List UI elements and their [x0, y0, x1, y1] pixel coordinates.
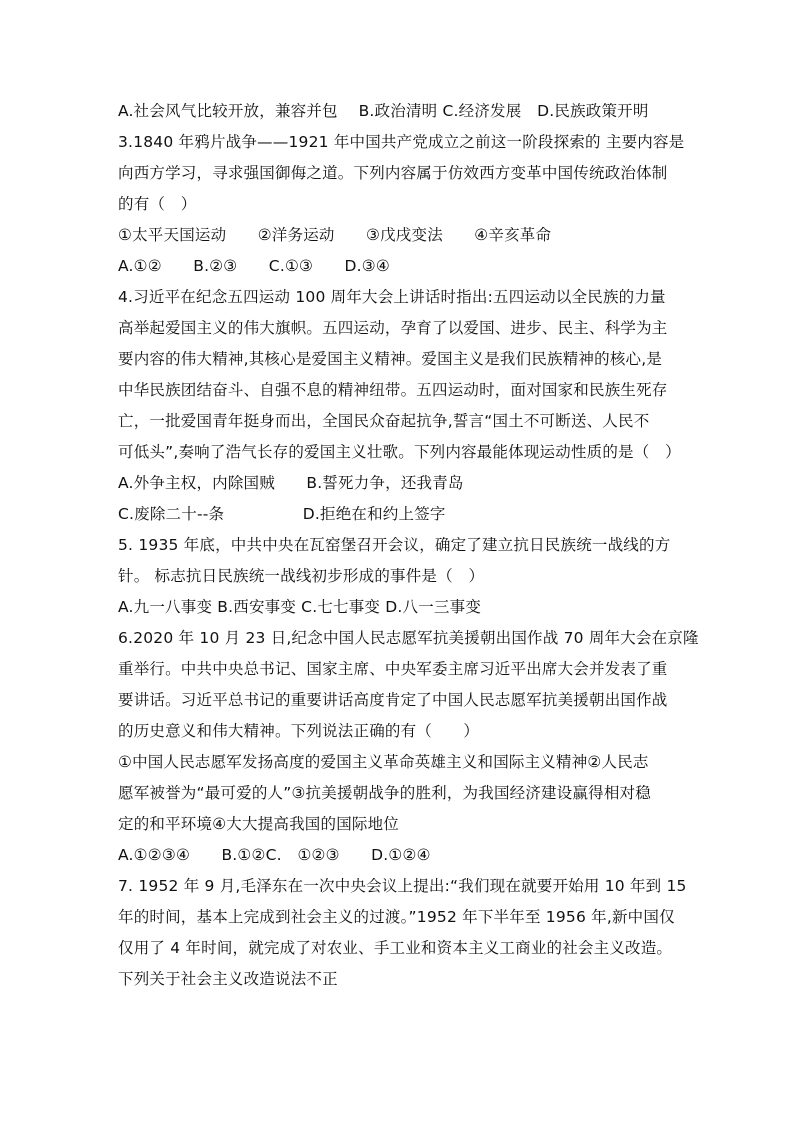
- text-line: A.社会风气比较开放，兼容并包 B.政治清明 C.经济发展 D.民族政策开明: [118, 102, 649, 120]
- text-line: 高举起爱国主义的伟大旗帜。五四运动，孕育了以爱国、进步、民主、科学为主: [118, 319, 668, 337]
- text-line: A.外争主权，内除国贼 B.誓死力争，还我青岛: [118, 474, 464, 492]
- text-line: A.①② B.②③ C.①③ D.③④: [118, 257, 390, 275]
- text-line: 7. 1952 年 9 月,毛泽东在一次中央会议上提出:“我们现在就要开始用 10 年到 15: [118, 877, 687, 895]
- text-line: 要内容的伟大精神,其核心是爱国主义精神。爱国主义是我们民族精神的核心,是: [118, 350, 663, 368]
- text-line: 6.2020 年 10 月 23 日,纪念中国人民志愿军抗美援朝出国作战 70 周年大会在京隆: [118, 629, 699, 647]
- text-line: A.九一八事变 B.西安事变 C.七七事变 D.八一三事变: [118, 598, 482, 616]
- document-page: [118, 96, 699, 995]
- text-line: ①太平天国运动 ②洋务运动 ③戊戌变法 ④辛亥革命: [118, 226, 552, 244]
- text-line: 下列关于社会主义改造说法不正: [118, 970, 338, 988]
- text-line: 向西方学习，寻求强国御侮之道。下列内容属于仿效西方变革中国传统政治体制: [118, 164, 668, 182]
- text-line: 5. 1935 年底，中共中央在瓦窑堡召开会议，确定了建立抗日民族统一战线的方: [118, 536, 671, 554]
- text-line: ①中国人民志愿军发扬高度的爱国主义革命英雄主义和国际主义精神②人民志: [118, 753, 649, 771]
- text-line: 要讲话。习近平总书记的重要讲话高度肯定了中国人民志愿军抗美援朝出国作战: [118, 691, 668, 709]
- text-line: 的历史意义和伟大精神。下列说法正确的有（ ）: [118, 722, 480, 740]
- text-line: 针。 标志抗日民族统一战线初步形成的事件是（ ）: [118, 567, 485, 585]
- text-line: 亡，一批爱国青年挺身而出，全国民众奋起抗争,誓言“国土不可断送、人民不: [118, 412, 650, 430]
- text-line: 的有（ ）: [118, 195, 197, 213]
- text-line: 年的时间，基本上完成到社会主义的过渡。”1952 年下半年至 1956 年,新中国仅: [118, 908, 675, 926]
- text-line: 重举行。中共中央总书记、国家主席、中央军委主席习近平出席大会并发表了重: [118, 660, 668, 678]
- text-line: 可低头”,奏响了浩气长存的爱国主义壮歌。下列内容最能体现运动性质的是（ ）: [118, 443, 681, 461]
- text-line: A.①②③④ B.①②C. ①②③ D.①②④: [118, 846, 431, 864]
- text-line: 定的和平环境④大大提高我国的国际地位: [118, 815, 399, 833]
- text-line: 愿军被誉为“最可爱的人”③抗美援朝战争的胜利，为我国经济建设赢得相对稳: [118, 784, 651, 802]
- text-line: 4.习近平在纪念五四运动 100 周年大会上讲话时指出:五四运动以全民族的力量: [118, 288, 666, 306]
- text-line: C.废除二十--条 D.拒绝在和约上签字: [118, 505, 446, 523]
- text-line: 中华民族团结奋斗、自强不息的精神纽带。五四运动时，面对国家和民族生死存: [118, 381, 668, 399]
- text-line: 3.1840 年鸦片战争——1921 年中国共产党成立之前这一阶段探索的 主要内容是: [118, 133, 685, 151]
- text-line: 仅用了 4 年时间，就完成了对农业、手工业和资本主义工商业的社会主义改造。: [118, 939, 673, 957]
